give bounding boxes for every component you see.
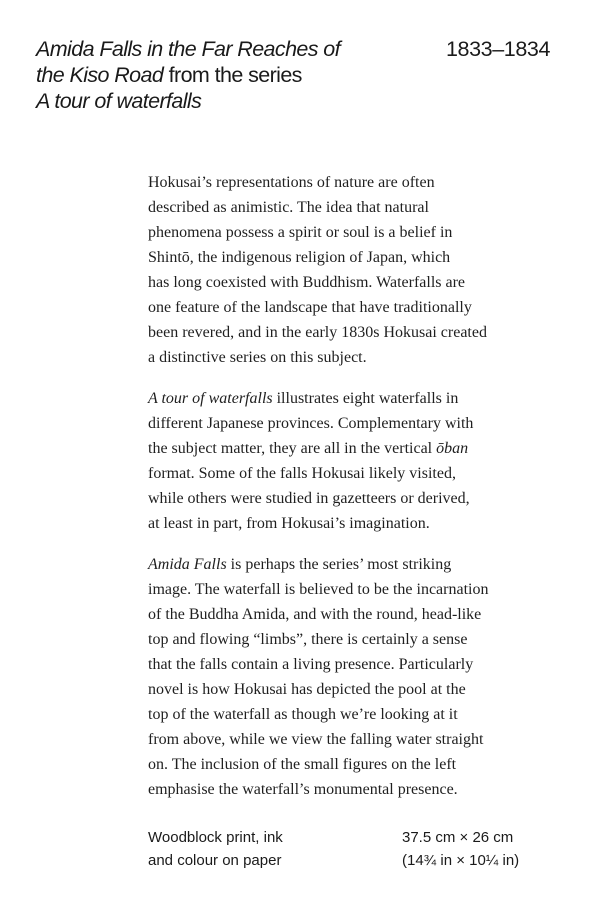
artwork-medium [148,826,283,872]
dimensions-metric: 37.5 cm × 26 cm [402,829,514,846]
artwork-date: 1833–1834 [446,37,551,61]
text-line: from above, while we view the falling water straight [148,731,484,748]
text-line: while others were studied in gazetteers or derived, [148,490,470,507]
medium-line-1: Woodblock print, ink [148,829,283,846]
dimensions-imperial: (14¾ in × 10¼ in) [402,852,520,869]
title-line-1: Amida Falls in the Far Reaches of [36,37,341,61]
text-line: been revered, and in the early 1830s Hokusai created [148,324,487,341]
text-line: top of the waterfall as though we’re looking at it [148,706,458,723]
text-line: image. The waterfall is believed to be the incarnation [148,581,489,598]
artwork-dimensions [402,826,519,872]
text-line: top and flowing “limbs”, there is certainly a sense [148,631,468,648]
title-line-2-italic: the Kiso Road [36,63,164,87]
text-line: emphasise the waterfall’s monumental presence. [148,781,458,798]
description-text [148,170,578,818]
title-line-2-rest: from the series [163,63,302,87]
text-line: that the falls contain a living presence. Particularly [148,656,474,673]
series-title: A tour of waterfalls [36,89,202,113]
text-line: of the Buddha Amida, and with the round, head-like [148,606,482,623]
text-line: Shintō, the indigenous religion of Japan, which [148,249,451,266]
text-line: phenomena possess a spirit or soul is a belief in [148,224,453,241]
text-line: different Japanese provinces. Complementary with [148,415,474,432]
text-fragment: the subject matter, they are all in the vertical [148,440,437,457]
paragraph-1 [148,170,578,370]
text-line: novel is how Hokusai has depicted the pool at the [148,681,466,698]
text-line: Hokusai’s representations of nature are often [148,174,435,191]
artwork-title-inline: Amida Falls [148,556,227,573]
text-line [148,436,578,461]
oban-term: ōban [436,440,469,457]
series-title-inline: A tour of waterfalls [148,390,273,407]
title-line-2 [36,62,406,88]
text-fragment: illustrates eight waterfalls in [272,390,459,407]
text-line: on. The inclusion of the small figures on the left [148,756,457,773]
text-line: described as animistic. The idea that natural [148,199,429,216]
text-line: at least in part, from Hokusai’s imagination. [148,515,430,532]
paragraph-3 [148,552,578,802]
paragraph-2 [148,386,578,536]
medium-line-2: and colour on paper [148,852,282,869]
text-line: a distinctive series on this subject. [148,349,367,366]
text-line: one feature of the landscape that have traditionally [148,299,472,316]
text-line: format. Some of the falls Hokusai likely visited, [148,465,456,482]
text-line: has long coexisted with Buddhism. Waterfalls are [148,274,466,291]
text-fragment: is perhaps the series’ most striking [226,556,452,573]
text-line [148,552,578,577]
artwork-title [36,36,406,114]
text-line [148,386,578,411]
